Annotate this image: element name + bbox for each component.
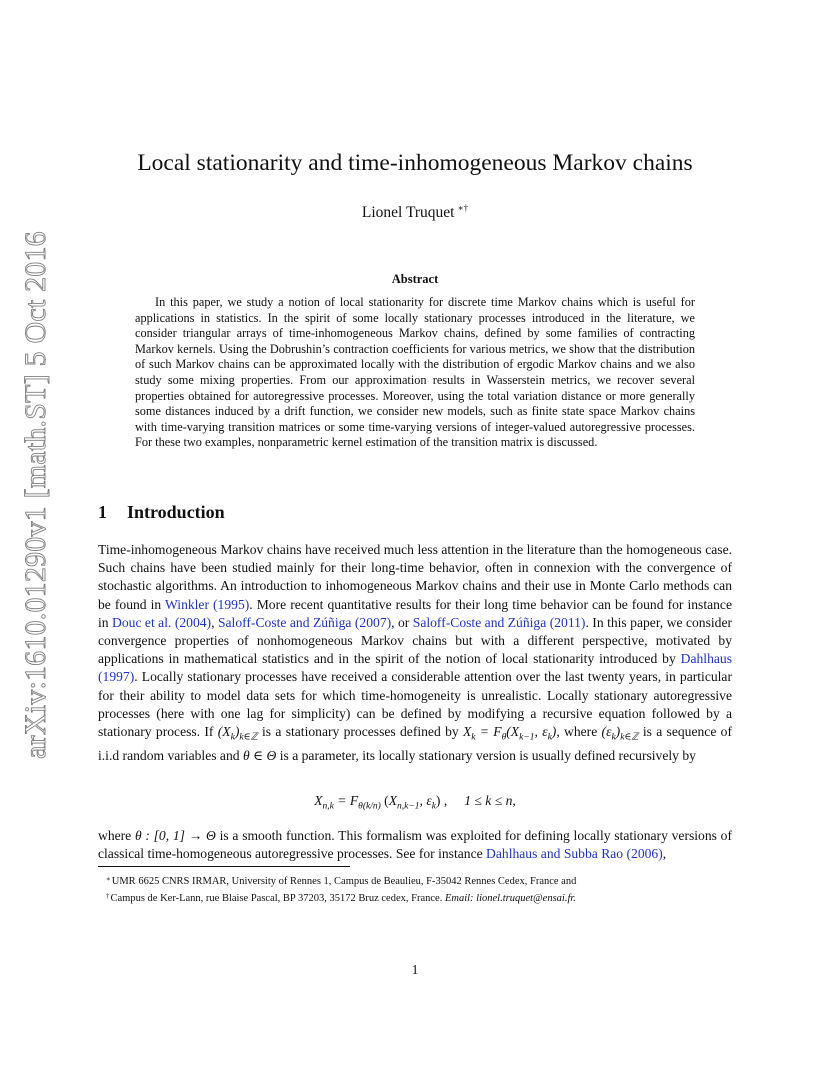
intro-text-10: is a parameter, its locally stationary version is usually defined recursively by xyxy=(276,747,696,763)
intro-paragraph-2 xyxy=(98,827,732,863)
arxiv-stamp-text: arXiv:1610.01290v1 [math.ST] 5 Oct 2016 xyxy=(19,231,53,759)
footnote-2-mark: † xyxy=(106,892,110,901)
footnote-1-mark: ∗ xyxy=(106,875,111,883)
footnote-2-text: Campus de Ker-Lann, rue Blaise Pascal, BP 37203, 35172 Bruz cedex, France. xyxy=(110,893,445,905)
intro-paragraph xyxy=(98,541,732,765)
abstract-text: In this paper, we study a notion of local stationarity for discrete time Markov chains which is useful for applications in statistics. In the spirit of some locally stationary processes introduced in the literature, we consider triangular arrays of time-inhomogeneous Markov chains, defined by some families of contracting Markov kernels. Using the Dobrushin’s contraction coefficients for various metrics, we show that the distribution of such Markov chains can be approximated locally with the distribution of ergodic Markov chains and we also study some mixing properties. From our approximation results in Wasserstein metrics, we recover several properties obtained for autoregressive processes. Moreover, using the total variation distance or more generally some distances induced by a drift function, we consider new models, such as finite state space Markov chains with time-varying transition matrices or some time-varying versions of integer-valued autoregressive processes. For these two examples, nonparametric kernel estimation of the transition matrix is discussed. xyxy=(135,295,695,450)
math-noise: $(\varepsilon_k)_{k\in ℤ}$ xyxy=(601,724,639,743)
footnote-rule xyxy=(98,866,350,867)
math-parameter: θ ∈ Θ xyxy=(242,747,277,763)
intro-text-1: Time-inhomogeneous Markov chains have received much less attention in the literature than the homogeneous case. Such chains have been studied mainly for their long-time behavior, often in connexion with the convergence of stochastic algorithms. An introduction to inhomogeneous Markov chains and their use in Monte Carlo methods can be found in xyxy=(98,542,732,612)
intro2-text-1: where xyxy=(98,828,135,843)
math-process: $(X_k)_{k\in ℤ}$ xyxy=(217,724,258,743)
abstract-heading: Abstract xyxy=(391,272,439,286)
footnote-1 xyxy=(98,872,732,889)
citation-douc-2004[interactable]: Douc et al. (2004) xyxy=(112,614,212,630)
footnote-2-email: Email: lionel.truquet@ensai.fr. xyxy=(444,893,576,905)
author-line xyxy=(98,198,732,223)
citation-saloff-coste-2011[interactable]: Saloff-Coste and Zúñiga (2011) xyxy=(412,614,586,630)
section-title: Introduction xyxy=(127,502,225,522)
footnote-1-text: UMR 6625 CNRS IRMAR, University of Rennes 1, Campus de Beaulieu, F-35042 Rennes Cedex, France and xyxy=(111,876,577,887)
citation-winkler-1995[interactable]: Winkler (1995) xyxy=(165,596,250,612)
intro2-text-3: , xyxy=(662,846,667,862)
intro-text-6: . Locally stationary processes have received a considerable attention over the last twenty years, in particular for their ability to model data sets for which time-homogeneity is unrealistic. Locally stationary autoregressive processes (here with one lag for simplicity) can be defined by modifying a recursive equation followed by a stationary process. If xyxy=(98,669,732,740)
page-number: 1 xyxy=(411,962,419,977)
intro-text-5: . In this paper, we consider convergence properties of nonhomogeneous Markov chains but with a different perspective, motivated by applications in mathematical statistics and in the spirit of the notion of local stationarity introduced by xyxy=(98,614,732,667)
intro-text-7: is a stationary processes defined by xyxy=(257,724,463,740)
section-number: 1 xyxy=(98,502,107,522)
intro-text-2: . More recent quantitative results for their long time behavior can be found for instance in xyxy=(98,596,732,630)
footnotes xyxy=(98,872,732,907)
section-heading xyxy=(98,500,225,524)
math-function: θ : [0, 1] → Θ xyxy=(134,828,216,843)
intro2-text-2: is a smooth function. This formalism was exploited for defining locally stationary versions of classical time-homogeneous autoregressive processes. See for instance xyxy=(98,828,732,862)
display-equation: $X_{n,k} = F_{\theta(k/n)}$ ($X_{n,k-1}$, $\varepsilon_k$) , 1 ≤ k ≤ n, xyxy=(314,793,516,812)
paper-title: Local stationarity and time-inhomogeneous Markov chains xyxy=(137,150,693,176)
math-recursion: $X_k = F_\theta(X_{k-1}$, $\varepsilon_k$) xyxy=(462,724,557,743)
author-marks: ∗† xyxy=(457,203,469,213)
intro-text-8: , where xyxy=(556,724,602,740)
author-name: Lionel Truquet xyxy=(361,204,455,221)
intro-text-3: , xyxy=(211,614,218,630)
intro-text-4: , or xyxy=(391,614,413,630)
intro-text-9: is a sequence of i.i.d random variables and xyxy=(98,724,732,763)
equation-range: 1 ≤ k ≤ n, xyxy=(464,793,516,808)
arxiv-stamp xyxy=(16,231,56,759)
citation-saloff-coste-2007[interactable]: Saloff-Coste and Zúñiga (2007) xyxy=(217,614,392,630)
footnote-2 xyxy=(98,889,732,906)
citation-dahlhaus-subba-rao-2006[interactable]: Dahlhaus and Subba Rao (2006) xyxy=(486,846,663,862)
citation-dahlhaus-1997[interactable]: Dahlhaus (1997) xyxy=(98,651,732,685)
